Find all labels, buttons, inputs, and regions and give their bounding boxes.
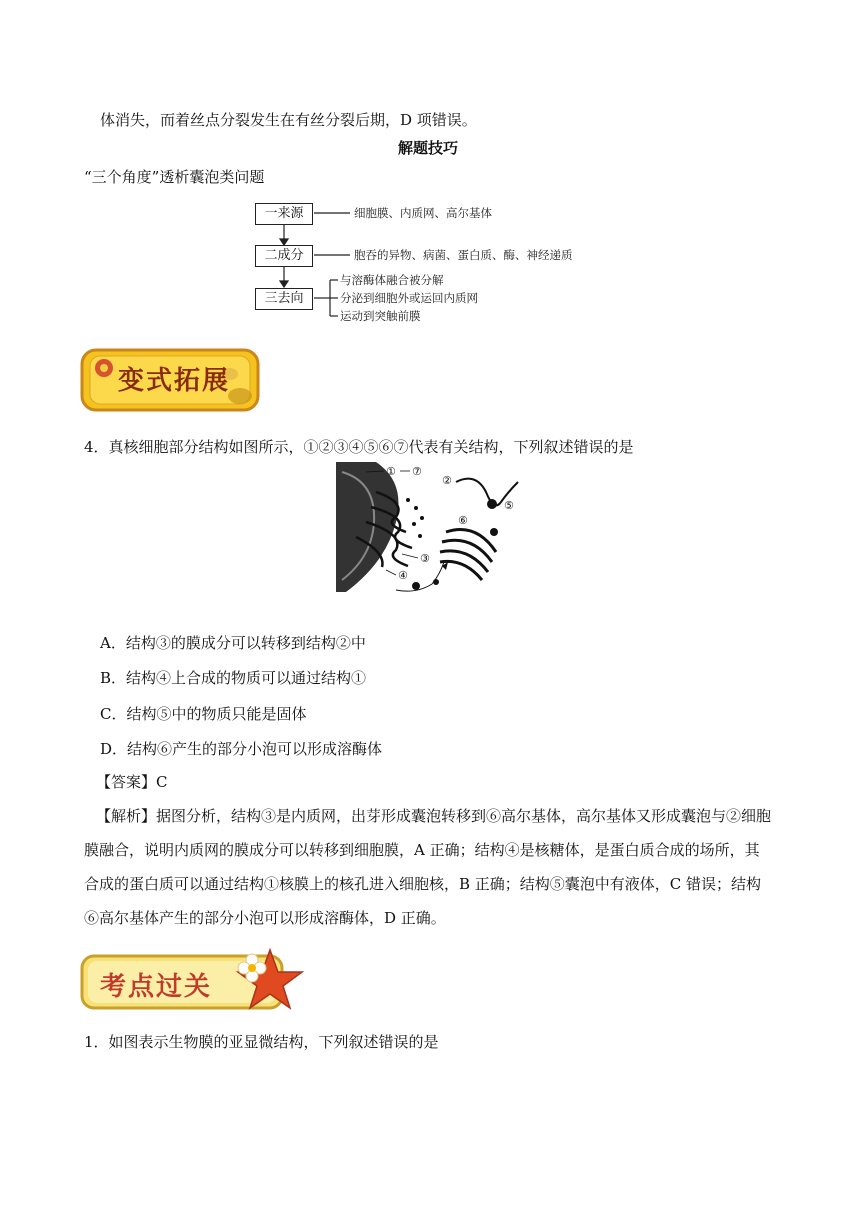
question4-stem: 4．真核细胞部分结构如图所示，①②③④⑤⑥⑦代表有关结构，下列叙述错误的是 xyxy=(84,438,634,456)
option-b: B．结构④上合成的物质可以通过结构① xyxy=(100,669,367,687)
option-c: C．结构⑤中的物质只能是固体 xyxy=(100,705,307,723)
figure-label-7: ⑦ xyxy=(412,465,422,478)
banner1-title: 变式拓展 xyxy=(118,366,231,396)
flow-box-components: 二成分 xyxy=(255,245,313,267)
cell-structure-figure xyxy=(336,462,526,594)
figure-label-1: ① xyxy=(386,465,396,478)
option-a: A．结构③的膜成分可以转移到结构②中 xyxy=(100,634,366,652)
analysis-line-4: ⑥高尔基体产生的部分小泡可以形成溶酶体，D 正确。 xyxy=(84,909,446,927)
figure-label-5: ⑤ xyxy=(504,499,514,512)
flow-destination-item-3: 运动到突触前膜 xyxy=(340,309,421,323)
answer-text: 【答案】C xyxy=(96,773,168,791)
figure-label-3: ③ xyxy=(420,552,430,565)
flow-box-destination: 三去向 xyxy=(255,288,313,310)
analysis-line-1: 【解析】据图分析，结构③是内质网，出芽形成囊泡转移到⑥高尔基体，高尔基体又形成囊泡与②细胞 xyxy=(96,807,772,825)
tips-heading: 解题技巧 xyxy=(398,139,459,157)
cell-structure-drawing xyxy=(336,462,526,594)
option-d: D．结构⑥产生的部分小泡可以形成溶酶体 xyxy=(100,740,383,758)
banner2-title: 考点过关 xyxy=(100,972,213,1002)
flow-box-source: 一来源 xyxy=(255,203,313,225)
figure-label-2: ② xyxy=(442,474,452,487)
variant-extension-banner xyxy=(80,344,260,416)
flow-components-item: 胞吞的异物、病菌、蛋白质、酶、神经递质 xyxy=(354,248,573,262)
analysis-line-3: 合成的蛋白质可以通过结构①核膜上的核孔进入细胞核，B 正确；结构⑤囊泡中有液体，C 错误；结构 xyxy=(84,875,762,893)
figure-label-6: ⑥ xyxy=(458,514,468,527)
figure-label-4: ④ xyxy=(398,569,408,582)
flow-destination-item-1: 与溶酶体融合被分解 xyxy=(340,273,444,287)
analysis-line-2: 膜融合，说明内质网的膜成分可以转移到细胞膜，A 正确；结构④是核糖体，是蛋白质合成的场所，其 xyxy=(84,841,760,859)
tips-subtitle: “三个角度”透析囊泡类问题 xyxy=(84,168,265,186)
checkpoint-banner xyxy=(80,946,310,1016)
flow-destination-item-2: 分泌到细胞外或运回内质网 xyxy=(340,291,478,305)
question1-stem: 1．如图表示生物膜的亚显微结构，下列叙述错误的是 xyxy=(84,1033,439,1051)
flow-source-item: 细胞膜、内质网、高尔基体 xyxy=(354,206,492,220)
intro-tail-text: 体消失，而着丝点分裂发生在有丝分裂后期，D 项错误。 xyxy=(100,111,477,129)
